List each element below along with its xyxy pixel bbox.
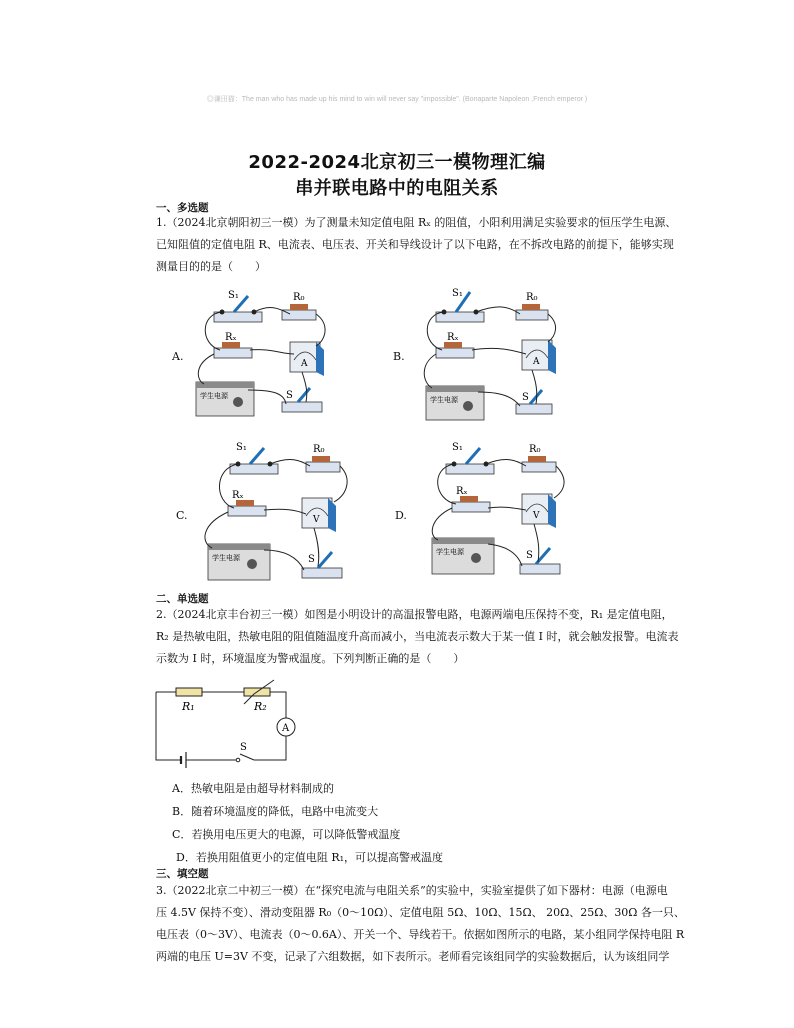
label-rx: Rₓ (456, 486, 468, 497)
label-s: S (522, 392, 529, 403)
circuit-diagram-c (200, 438, 350, 588)
label-s: S (308, 554, 315, 565)
label-voltmeter: V (533, 511, 540, 521)
question-3-text: 3.（2022北京二中初三一模）在“探究电流与电阻关系”的实验中，实验室提供了如下器材：电源（电源电 压 4.5V 保持不变）、滑动变阻器 R₀（0～10Ω）、定值电阻 5Ω、10Ω、15Ω、 20Ω、25Ω、30Ω 各一只、 电压表（0～3V）、电流表（0～0.6A）、开关一个、导线若干。依据如图所示的电路，某小组同学保持电阻 R 两端的电压 U=3V 不变，记录了六组数据，如下表所示。老师看完该组同学的实验数据后，认为该组同学 (156, 884, 685, 963)
option-d-label: D. (395, 509, 407, 522)
label-r0: R₀ (526, 292, 538, 303)
label-psu: 学生电源 (436, 548, 464, 556)
alarm-circuit-diagram (150, 680, 300, 770)
q2-option-a: A．热敏电阻是由超导材料制成的 (172, 782, 334, 795)
label-rx: Rₓ (232, 490, 244, 501)
section-heading-1: 一、多选题 (156, 202, 209, 214)
option-c-label: C. (176, 509, 188, 522)
option-a-label: A. (172, 350, 184, 363)
label-psu: 学生电源 (430, 396, 458, 404)
label-r2: R₂ (254, 700, 267, 713)
resistor-r1 (176, 688, 202, 696)
label-s1: S₁ (452, 442, 463, 453)
q2-option-b: B．随着环境温度的降低，电路中电流变大 (172, 805, 379, 818)
page-title: 2022-2024北京初三一模物理汇编 (248, 152, 546, 173)
label-s1: S₁ (452, 288, 463, 299)
section-heading-3: 三、填空题 (156, 868, 209, 880)
label-psu: 学生电源 (200, 392, 228, 400)
label-ammeter: A (533, 357, 540, 367)
label-switch: S (240, 742, 247, 753)
label-rx: Rₓ (225, 332, 237, 343)
q2-option-c: C．若换用电压更大的电源，可以降低警戒温度 (172, 828, 401, 841)
option-b-label: B. (393, 350, 405, 363)
page-subtitle: 串并联电路中的电阻关系 (295, 178, 499, 199)
label-psu: 学生电源 (212, 554, 240, 562)
circuit-diagram-b (412, 284, 552, 424)
label-ammeter: A (301, 359, 308, 369)
section-heading-2: 二、单选题 (156, 593, 209, 605)
q2-option-d: D．若换用阻值更小的定值电阻 R₁，可以提高警戒温度 (176, 851, 444, 864)
question-2-text: 2.（2024北京丰台初三一模）如图是小明设计的高温报警电路，电源两端电压保持不变，R₁ 是定值电阻， R₂ 是热敏电阻，热敏电阻的阻值随温度升高而减小，当电流表示数大于某一值 I 时，就会触发报警。电流表 示数为 I 时，环境温度为警戒温度。下列判断正确的是（ ） (156, 608, 679, 665)
circuit-diagram-d (416, 438, 566, 588)
label-r0: R₀ (529, 444, 541, 455)
label-s: S (286, 390, 293, 401)
label-s: S (526, 550, 533, 561)
label-voltmeter: V (313, 515, 320, 525)
label-s1: S₁ (228, 290, 239, 301)
label-r1: R₁ (182, 700, 195, 713)
label-rx: Rₓ (447, 332, 459, 343)
watermark: ◎谦田猫：The man who has made up his mind to win will never say "impossible". (Bonaparte Napoleon ,French emperor ) (206, 96, 588, 103)
label-a: A (282, 723, 290, 734)
label-r0: R₀ (313, 444, 325, 455)
label-s1: S₁ (236, 442, 247, 453)
question-1-text: 1.（2024北京朝阳初三一模）为了测量未知定值电阻 Rₓ 的阻值，小阳利用满足实验要求的恒压学生电源、 已知阻值的定值电阻 R、电流表、电压表、开关和导线设计了以下电路，在不拆改电路的前提下，能够实现 测量目的的是（ ） (156, 216, 677, 273)
label-r0: R₀ (293, 292, 305, 303)
circuit-diagram-a (190, 284, 330, 424)
